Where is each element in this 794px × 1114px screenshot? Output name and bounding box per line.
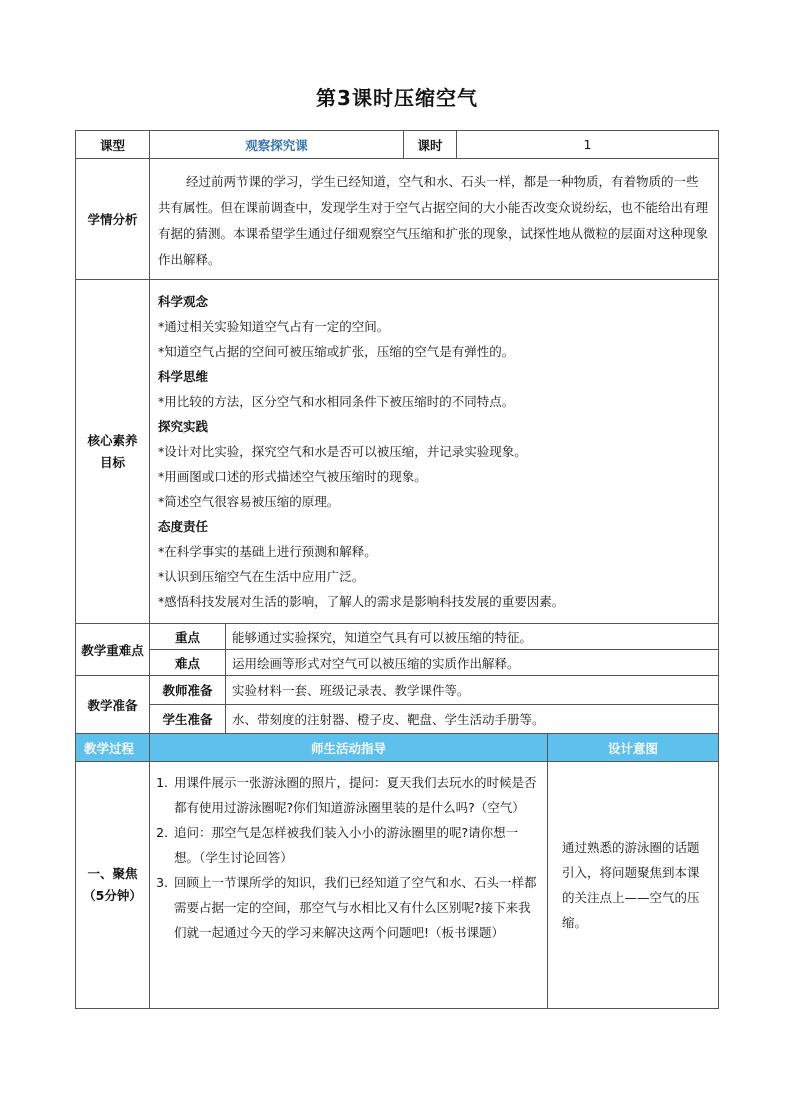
period-value: 1 [457,131,719,159]
phase1-name-line1: 一、聚焦 [87,866,138,881]
guidance-col-header: 师生活动指导 [150,734,548,762]
core-item: *认识到压缩空气在生活中应用广泛。 [158,569,365,584]
course-type-label: 课型 [76,131,150,159]
process-col-header: 教学过程 [76,734,150,762]
phase1-steps-cell [150,762,548,1009]
period-label: 课时 [404,131,457,159]
core-item: *通过相关实验知道空气占有一定的空间。 [158,319,390,334]
teacher-prep-label: 教师准备 [150,676,226,705]
core-item: *用比较的方法，区分空气和水相同条件下被压缩时的不同特点。 [158,394,515,409]
core-heading: 科学观念 [158,294,209,309]
focus-text: 能够通过实验探究，知道空气具有可以被压缩的特征。 [226,624,719,650]
phase1-intent-cell [548,762,719,1009]
analysis-label: 学情分析 [76,159,150,280]
student-prep-row [76,705,719,734]
core-label-line2: 目标 [99,454,125,470]
core-heading: 态度责任 [158,519,209,534]
core-item: *知道空气占据的空间可被压缩或扩张，压缩的空气是有弹性的。 [158,344,515,359]
teacher-prep-text: 实验材料一套、班级记录表、教学课件等。 [226,676,719,705]
core-item: *简述空气很容易被压缩的原理。 [158,494,340,509]
difficulty-text: 运用绘画等形式对空气可以被压缩的实质作出解释。 [226,650,719,676]
core-item: *设计对比实验，探究空气和水是否可以被压缩，并记录实验现象。 [158,444,527,459]
core-row [76,280,719,624]
phase1-row [76,762,719,1009]
teacher-prep-row [76,676,719,705]
lesson-plan-table [75,130,719,1009]
course-type-row [76,131,719,159]
analysis-text: 经过前两节课的学习，学生已经知道，空气和水、石头一样，都是一种物质，有着物质的一些共有属性。但在课前调查中，发现学生对于空气占据空间的大小能否改变众说纷纭，也不能给出有理有据的猜测。本课希望学生通过仔细观察空气压缩和扩张的现象，试探性地从微粒的层面对这种现象作出解释。 [158,174,709,267]
phase1-step-1: 1. 用课件展示一张游泳圈的照片，提问：夏天我们去玩水的时候是否都有使用过游泳圈呢?你们知道游泳圈里装的是什么吗?（空气） [172,770,539,820]
phase1-name [76,762,150,1009]
key-points-label: 教学重难点 [76,624,150,676]
difficulty-row [76,650,719,676]
core-cell [150,280,719,624]
focus-label: 重点 [150,624,226,650]
core-heading: 科学思维 [158,369,209,384]
phase1-steps [150,762,547,953]
core-label [76,280,150,624]
student-prep-label: 学生准备 [150,705,226,734]
core-item: *在科学事实的基础上进行预测和解释。 [158,544,377,559]
phase1-intent: 通过熟悉的游泳圈的话题引入，将问题聚焦到本课的关注点上——空气的压缩。 [562,840,700,930]
student-prep-text: 水、带刻度的注射器、橙子皮、靶盘、学生活动手册等。 [226,705,719,734]
phase1-step-3: 3. 回顾上一节课所学的知识，我们已经知道了空气和水、石头一样都需要占据一定的空间，那空气与水相比又有什么区别呢?接下来我们就一起通过今天的学习来解决这两个问题吧!（板书课题） [172,870,539,945]
core-label-line1: 核心素养 [87,432,138,448]
preparation-label: 教学准备 [76,676,150,734]
focus-row [76,624,719,650]
phase1-name-line2: （5分钟） [83,888,142,903]
core-lines [150,283,718,620]
core-heading: 探究实践 [158,419,209,434]
analysis-row [76,159,719,280]
core-item: *用画图或口述的形式描述空气被压缩时的现象。 [158,469,427,484]
phase1-step-2: 2. 追问：那空气是怎样被我们装入小小的游泳圈里的呢?请你想一想。（学生讨论回答） [172,820,539,870]
core-item: *感悟科技发展对生活的影响，了解人的需求是影响科技发展的重要因素。 [158,594,565,609]
process-header-row [76,734,719,762]
course-type-value: 观察探究课 [150,131,404,159]
intent-col-header: 设计意图 [548,734,719,762]
analysis-cell [150,159,719,280]
difficulty-label: 难点 [150,650,226,676]
page-title: 第3课时压缩空气 [316,86,478,110]
